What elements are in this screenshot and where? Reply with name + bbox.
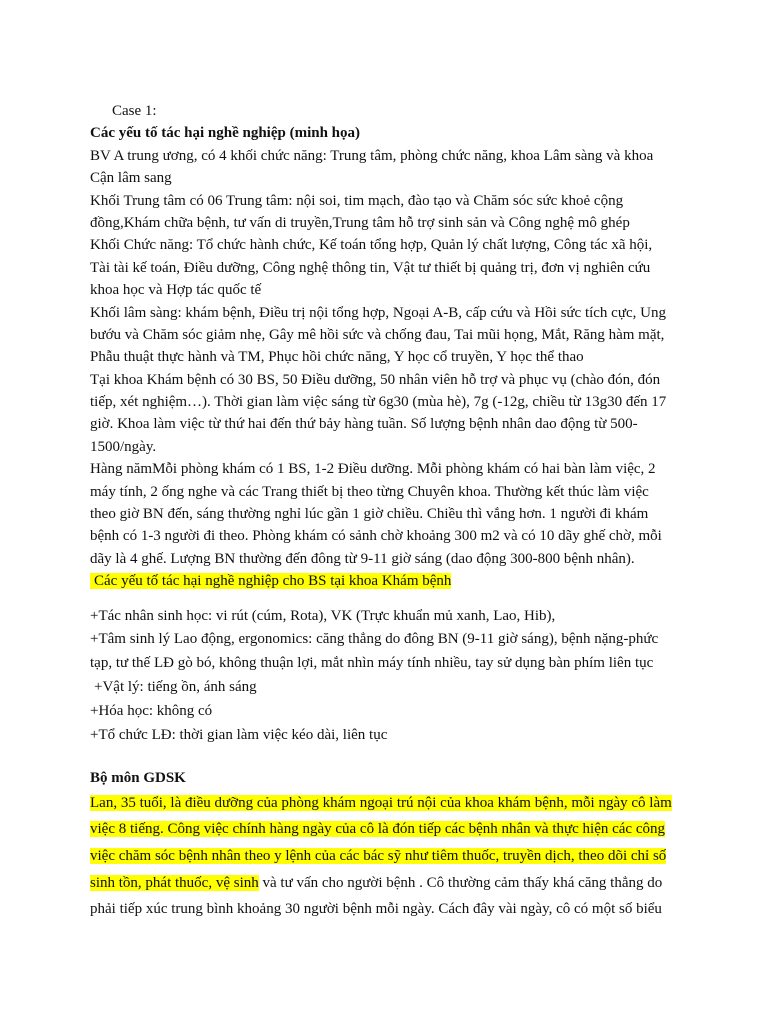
highlight-heading: Các yếu tố tác hại nghề nghiệp cho BS tại khoa Khám bệnh — [90, 573, 451, 589]
text-line: Tài tài kế toán, Điều dưỡng, Công nghệ thông tin, Vật tư thiết bị quảng trị, đơn vị nghiên cứu — [90, 259, 651, 276]
section-title: Các yếu tố tác hại nghề nghiệp (minh họa) — [90, 125, 361, 142]
text-line: Phẫu thuật thực hành và TM, Phục hồi chức năng, Y học cổ truyền, Y học thể thao — [90, 349, 584, 366]
factor-item: +Tổ chức LĐ: thời gian làm việc kéo dài, liên tục — [90, 726, 388, 743]
text-line — [90, 843, 690, 870]
text-line: đồng,Khám chữa bệnh, tư vấn di truyền,Trung tâm hỗ trợ sinh sản và Công nghệ mô ghép — [90, 214, 630, 231]
factors-list — [90, 605, 690, 748]
text-line: Khối Chức năng: Tổ chức hành chức, Kế toán tổng hợp, Quản lý chất lượng, Công tác xã hội, — [90, 237, 653, 254]
gdsk-title: Bộ môn GDSK — [90, 770, 186, 787]
document-page — [90, 100, 690, 923]
factor-item: +Hóa học: không có — [90, 702, 213, 719]
factor-item: +Tâm sinh lý Lao động, ergonomics: căng thẳng do đông BN (9-11 giờ sáng), bệnh nặng-phức — [90, 631, 659, 648]
plain-text: và tư vấn cho người bệnh . Cô thường cảm thấy khá căng thẳng do — [258, 874, 663, 891]
text-line: khoa học và Hợp tác quốc tế — [90, 282, 262, 299]
intro-paragraph — [90, 145, 690, 570]
factor-item: +Tác nhân sinh học: vi rút (cúm, Rota), VK (Trực khuẩn mủ xanh, Lao, Hib), — [90, 607, 556, 624]
text-line: Hàng nămMỗi phòng khám có 1 BS, 1-2 Điều dưỡng. Mỗi phòng khám có hai bàn làm việc, 2 — [90, 461, 656, 478]
text-line: theo giờ BN đến, sáng thường nghỉ lúc gần 1 giờ chiều. Chiều thì vắng hơn. 1 người đi khám — [90, 506, 649, 523]
factor-item: +Vật lý: tiếng ồn, ánh sáng — [94, 678, 257, 695]
text-line — [90, 816, 690, 843]
highlighted-text: việc chăm sóc bệnh nhân theo y lệnh của các bác sỹ như tiêm thuốc, truyền dịch, theo dõi chỉ số — [90, 847, 667, 864]
text-line — [90, 790, 690, 817]
text-line: phải tiếp xúc trung bình khoảng 30 người bệnh mỗi ngày. Cách đây vài ngày, cô có một số biểu — [90, 901, 662, 918]
text-line — [90, 870, 690, 897]
text-line: giờ. Khoa làm việc từ thứ hai đến thứ bảy hàng tuần. Số lượng bệnh nhân dao động từ 500- — [90, 416, 638, 433]
case-heading: Case 1: — [112, 103, 157, 119]
text-line: Cận lâm sang — [90, 170, 172, 187]
text-line: Tại khoa Khám bệnh có 30 BS, 50 Điều dưỡng, 50 nhân viên hỗ trợ và phục vụ (chào đón, đón — [90, 371, 661, 388]
text-line: bệnh có 1-3 người đi theo. Phòng khám có sảnh chờ khoảng 300 m2 và có 10 dãy ghế chờ, mỗi — [90, 528, 662, 545]
text-line: 1500/ngày. — [90, 438, 157, 455]
highlighted-text: Lan, 35 tuổi, là điều dưỡng của phòng khám ngoại trú nội của khoa khám bệnh, mỗi ngày cô làm — [90, 794, 672, 811]
highlight-heading-line — [90, 570, 690, 592]
spacer — [90, 593, 690, 605]
text-line: dãy là 4 ghế. Lượng BN thường đến đông từ 9-11 giờ sáng (dao động 300-800 bệnh nhân). — [90, 550, 635, 567]
highlighted-text: việc 8 tiếng. Công việc chính hàng ngày của cô là đón tiếp các bệnh nhân và thực hiện các công — [90, 821, 666, 838]
text-line: BV A trung ương, có 4 khối chức năng: Trung tâm, phòng chức năng, khoa Lâm sàng và khoa — [90, 147, 654, 164]
text-line: Khối Trung tâm có 06 Trung tâm: nội soi, tim mạch, đào tạo và Chăm sóc sức khoẻ cộng — [90, 192, 624, 209]
gdsk-paragraph — [90, 790, 690, 923]
factor-item: tạp, tư thế LĐ gò bó, không thuận lợi, mắt nhìn máy tính nhiều, tay sử dụng bàn phím liên tục — [90, 655, 654, 672]
spacer — [90, 747, 690, 767]
text-line: Khối lâm sàng: khám bệnh, Điều trị nội tổng hợp, Ngoại A-B, cấp cứu và Hồi sức tích cực, Ung — [90, 304, 666, 321]
text-line: bướu và Chăm sóc giảm nhẹ, Gây mê hồi sức và chống đau, Tai mũi họng, Mắt, Răng hàm mặt, — [90, 326, 665, 343]
text-line: máy tính, 2 ống nghe và các Trang thiết bị theo từng Chuyên khoa. Thường kết thúc làm việc — [90, 483, 649, 500]
text-line: tiếp, xét nghiệm…). Thời gian làm việc sáng từ 6g30 (mùa hè), 7g (-12g, chiều từ 13g30 đến 17 — [90, 394, 667, 411]
highlighted-text: sinh tồn, phát thuốc, vệ sinh — [90, 874, 259, 891]
